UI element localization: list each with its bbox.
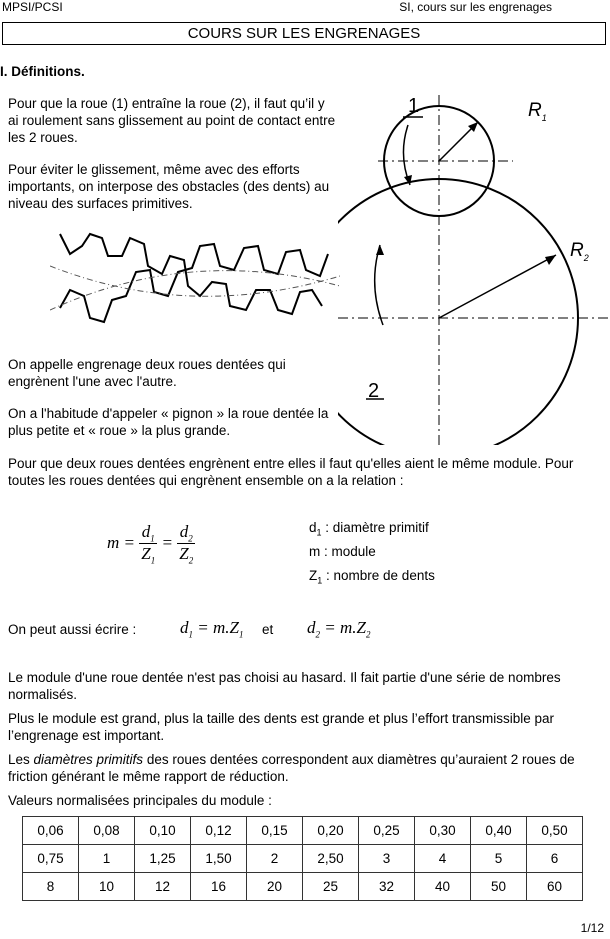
table-cell: 0,20 — [303, 817, 359, 845]
table-cell: 12 — [135, 873, 191, 901]
table-cell: 0,12 — [191, 817, 247, 845]
table-cell: 10 — [79, 873, 135, 901]
legend-teeth: $Z_1$ : nombre de dents — [309, 568, 435, 586]
table-cell: 50 — [471, 873, 527, 901]
paragraph-size: Plus le module est grand, plus la taille des dents est grande et plus l’effort transmissible par l’engrenage est important. — [8, 711, 555, 743]
table-cell: 40 — [415, 873, 471, 901]
table-cell: 0,25 — [359, 817, 415, 845]
paragraph-normalized: Le module d'une roue dentée n'est pas choisi au hasard. Il fait partie d'une série de nombres normalisés. — [8, 670, 561, 702]
table-cell: 1,25 — [135, 845, 191, 873]
table-cell: 6 — [527, 845, 583, 873]
table-cell: 1,50 — [191, 845, 247, 873]
formula-d1: $d_1 = m.Z_1$ — [180, 618, 244, 640]
paragraph-module: Pour que deux roues dentées engrènent entre elles il faut qu'elles aient le même module. Pour toutes les roues dentées qui engrènent ensemble on a la relation : — [8, 456, 574, 488]
legend-diameter: $d_1$ : diamètre primitif — [309, 520, 429, 538]
paragraph-values: Valeurs normalisées principales du module : — [8, 793, 272, 808]
table-cell: 0,50 — [527, 817, 583, 845]
table-cell: 0,40 — [471, 817, 527, 845]
table-row — [23, 845, 583, 873]
gear-teeth-illustration — [50, 226, 340, 346]
radius-r2-label: $R_2$ — [570, 240, 589, 263]
paragraph-primitive: Les diamètres primitifs des roues dentées correspondent aux diamètres qu’auraient 2 roues de friction générant le même rapport de réduction. — [8, 752, 575, 784]
table-cell: 8 — [23, 873, 79, 901]
table-cell: 25 — [303, 873, 359, 901]
table-cell: 0,10 — [135, 817, 191, 845]
wheel-2-label: 2 — [368, 380, 380, 402]
table-cell: 0,15 — [247, 817, 303, 845]
legend-module: m : module — [309, 544, 376, 559]
table-row — [23, 873, 583, 901]
table-cell: 1 — [79, 845, 135, 873]
table-cell: 4 — [415, 845, 471, 873]
table-cell: 0,08 — [79, 817, 135, 845]
table-cell: 3 — [359, 845, 415, 873]
wheel-1-label: 1 — [408, 95, 420, 117]
table-row — [23, 817, 583, 845]
page-title: COURS SUR LES ENGRENAGES — [2, 22, 606, 45]
paragraph-definition: On appelle engrenage deux roues dentées qui engrènent l'une avec l'autre. — [8, 357, 286, 389]
paragraph-rolling: Pour que la roue (1) entraîne la roue (2), il faut qu’il y ai roulement sans glissement au point de contact entre les 2 roues. — [8, 96, 336, 145]
table-cell: 2 — [247, 845, 303, 873]
modules-table — [22, 816, 583, 901]
table-cell: 32 — [359, 873, 415, 901]
table-cell: 0,06 — [23, 817, 79, 845]
page-number: 1/12 — [580, 921, 604, 935]
header-right: SI, cours sur les engrenages — [399, 0, 552, 14]
radius-r1-label: $R_1$ — [528, 100, 547, 123]
paragraph-teeth: Pour éviter le glissement, même avec des efforts importants, on interpose des obstacles (des dents) au niveau des surfaces primitives. — [8, 162, 330, 211]
module-formula: m = $\frac{d_1}{Z_1}$ = $\frac{d_2}{Z_2}$ — [107, 522, 194, 566]
table-cell: 60 — [527, 873, 583, 901]
also-write-label: On peut aussi écrire : — [8, 622, 137, 637]
section-heading: I. Définitions. — [0, 64, 85, 79]
table-cell: 5 — [471, 845, 527, 873]
table-cell: 2,50 — [303, 845, 359, 873]
header-left: MPSI/PCSI — [2, 0, 63, 14]
table-cell: 20 — [247, 873, 303, 901]
table-cell: 0,75 — [23, 845, 79, 873]
et-label: et — [262, 622, 274, 637]
table-cell: 0,30 — [415, 817, 471, 845]
formula-d2: $d_2 = m.Z_2$ — [307, 618, 371, 640]
table-cell: 16 — [191, 873, 247, 901]
paragraph-pinion: On a l'habitude d'appeler « pignon » la roue dentée la plus petite et « roue » la plus grande. — [8, 406, 329, 438]
